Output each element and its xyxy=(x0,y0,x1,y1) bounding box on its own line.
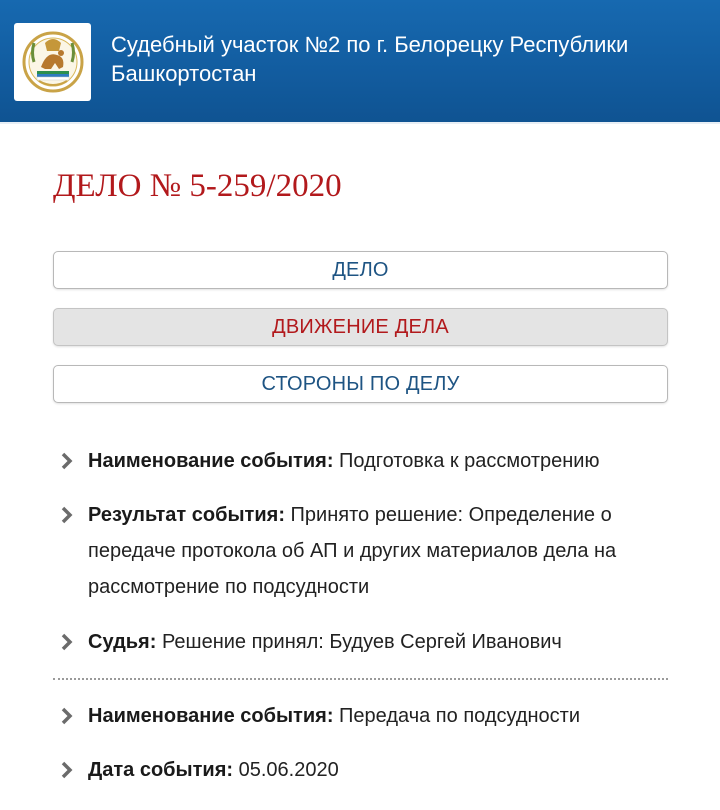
chevron-right-icon xyxy=(60,632,74,652)
event-field-name xyxy=(88,698,678,734)
field-label: Судья: xyxy=(88,631,157,653)
field-value: Принято решение: Определение о передаче протокола об АП и других материалов дела на рассмотрение по подсудности xyxy=(88,504,617,598)
field-label: Наименование события: xyxy=(88,705,334,727)
tab-case[interactable]: ДЕЛО xyxy=(53,251,668,289)
tab-case-parties[interactable]: СТОРОНЫ ПО ДЕЛУ xyxy=(53,365,668,403)
bashkortostan-emblem-icon xyxy=(21,29,85,95)
event-field-date xyxy=(88,752,678,788)
field-value: Передача по подсудности xyxy=(339,705,581,727)
field-label: Наименование события: xyxy=(88,450,334,472)
court-logo[interactable] xyxy=(14,23,91,101)
event-divider xyxy=(53,678,668,680)
field-value: 05.06.2020 xyxy=(238,759,339,781)
court-name[interactable]: Судебный участок №2 по г. Белорецку Республики Башкортостан xyxy=(111,32,629,86)
event-field-result xyxy=(88,497,678,605)
field-value: Подготовка к рассмотрению xyxy=(339,450,600,472)
chevron-right-icon xyxy=(60,451,74,471)
tab-case-movement[interactable]: ДВИЖЕНИЕ ДЕЛА xyxy=(53,308,668,346)
chevron-right-icon xyxy=(60,505,74,525)
chevron-right-icon xyxy=(60,760,74,780)
field-value: Решение принял: Будуев Сергей Иванович xyxy=(161,631,562,653)
chevron-right-icon xyxy=(60,706,74,726)
event-field-name xyxy=(88,443,678,479)
field-label: Результат события: xyxy=(88,504,285,526)
event-field-judge xyxy=(88,624,678,660)
case-title: ДЕЛО № 5-259/2020 xyxy=(53,168,342,204)
site-header xyxy=(0,0,720,124)
field-label: Дата события: xyxy=(88,759,234,781)
